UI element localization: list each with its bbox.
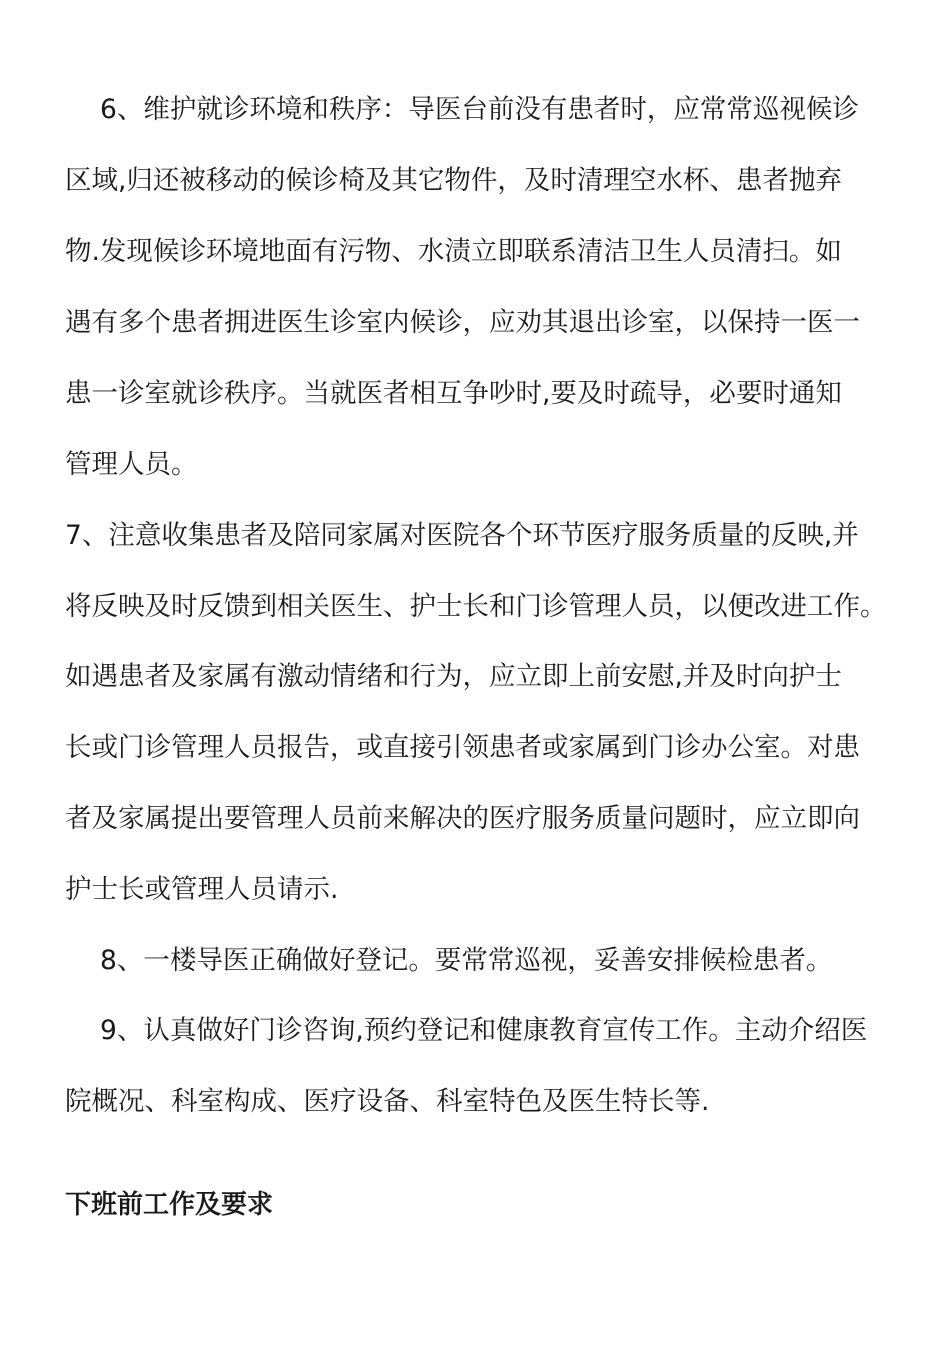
item-6-line-1: 6、维护就诊环境和秩序：导医台前没有患者时，应常常巡视候诊 (100, 94, 859, 125)
item-6-line-4: 遇有多个患者拥进医生诊室内候诊，应劝其退出诊室，以保持一医一 (65, 307, 860, 338)
item-7-line-1: 7、注意收集患者及陪同家属对医院各个环节医疗服务质量的反映,并 (65, 520, 859, 551)
item-9-line-2: 院概况、科室构成、医疗设备、科室特色及医生特长等. (65, 1086, 710, 1117)
item-6-line-5: 患一诊室就诊秩序。当就医者相互争吵时,要及时疏导，必要时通知 (65, 378, 842, 409)
item-7-line-3: 如遇患者及家属有激动情绪和行为，应立即上前安慰,并及时向护士 (65, 661, 842, 692)
item-6-line-3: 物.发现候诊环境地面有污物、水渍立即联系清洁卫生人员清扫。如 (65, 236, 842, 267)
item-6-line-6: 管理人员。 (65, 449, 198, 480)
item-7-line-2: 将反映及时反馈到相关医生、护士长和门诊管理人员，以便改进工作。 (65, 591, 887, 622)
item-6-line-2: 区域,归还被移动的候诊椅及其它物件，及时清理空水杯、患者抛弃 (65, 165, 842, 196)
item-7-line-6: 护士长或管理人员请示. (65, 874, 339, 905)
item-9-line-1: 9、认真做好门诊咨询,预约登记和健康教育宣传工作。主动介绍医 (100, 1015, 868, 1046)
section-heading: 下班前工作及要求 (65, 1190, 274, 1220)
item-8-line-1: 8、一楼导医正确做好登记。要常常巡视，妥善安排候检患者。 (100, 945, 833, 976)
item-7-line-5: 者及家属提出要管理人员前来解决的医疗服务质量问题时，应立即向 (65, 803, 860, 834)
item-7-line-4: 长或门诊管理人员报告，或直接引领患者或家属到门诊办公室。对患 (65, 732, 860, 763)
